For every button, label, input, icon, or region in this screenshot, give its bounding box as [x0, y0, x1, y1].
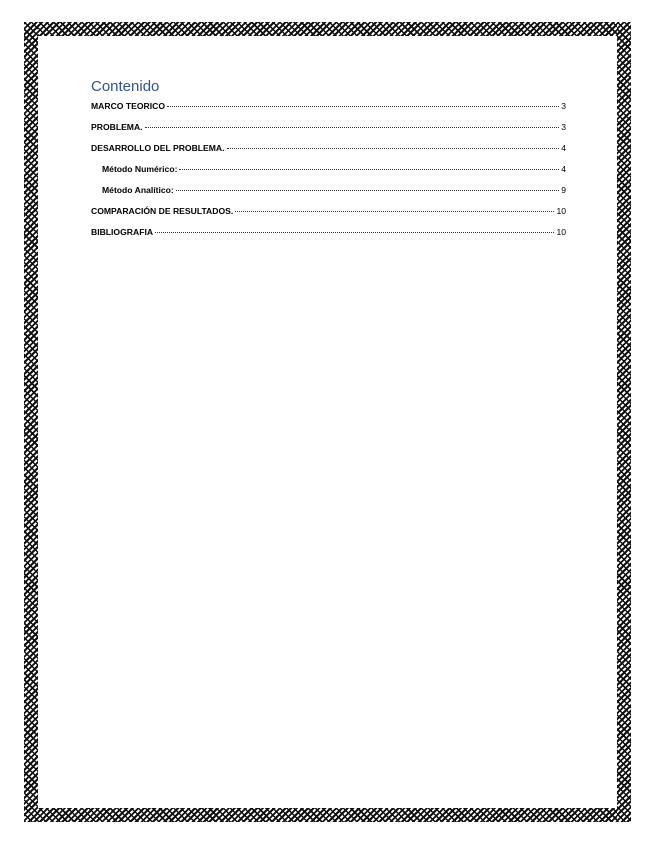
decorative-border-bottom: [24, 808, 631, 822]
toc-entry-page: 4: [561, 164, 566, 174]
decorative-border-right: [617, 22, 631, 822]
toc-entry-label: Método Numérico:: [102, 164, 178, 174]
dot-leader: [235, 211, 554, 212]
toc-entry-label: MARCO TEORICO: [91, 101, 165, 111]
dot-leader: [179, 169, 559, 170]
toc-entry-marco-teorico[interactable]: [91, 100, 566, 121]
toc-entry-problema[interactable]: [91, 121, 566, 142]
decorative-border-top: [24, 22, 631, 36]
toc-entry-page: 3: [561, 101, 566, 111]
dot-leader: [155, 232, 554, 233]
toc-entry-label: DESARROLLO DEL PROBLEMA.: [91, 143, 225, 153]
toc-entry-page: 10: [556, 206, 566, 216]
dot-leader: [176, 190, 559, 191]
toc-title: Contenido: [91, 78, 160, 95]
toc-entry-metodo-numerico[interactable]: [91, 163, 566, 184]
dot-leader: [167, 106, 559, 107]
toc-entry-label: Método Analítico:: [102, 185, 174, 195]
toc-entry-metodo-analitico[interactable]: [91, 184, 566, 205]
toc-entry-page: 10: [556, 227, 566, 237]
decorative-border-left: [24, 22, 38, 822]
toc-entry-page: 3: [561, 122, 566, 132]
toc-entry-label: BIBLIOGRAFIA: [91, 227, 154, 237]
toc-entry-comparacion-de-resultados[interactable]: [91, 205, 566, 226]
toc-entry-label: PROBLEMA.: [91, 122, 143, 132]
toc-entry-label: COMPARACIÓN DE RESULTADOS.: [91, 206, 234, 216]
toc-entry-page: 9: [561, 185, 566, 195]
dot-leader: [227, 148, 560, 149]
toc-entry-page: 4: [561, 143, 566, 153]
toc-entry-desarrollo-del-problema[interactable]: [91, 142, 566, 163]
toc-entry-bibliografia[interactable]: [91, 226, 566, 247]
dot-leader: [145, 127, 560, 128]
table-of-contents: [91, 78, 566, 247]
